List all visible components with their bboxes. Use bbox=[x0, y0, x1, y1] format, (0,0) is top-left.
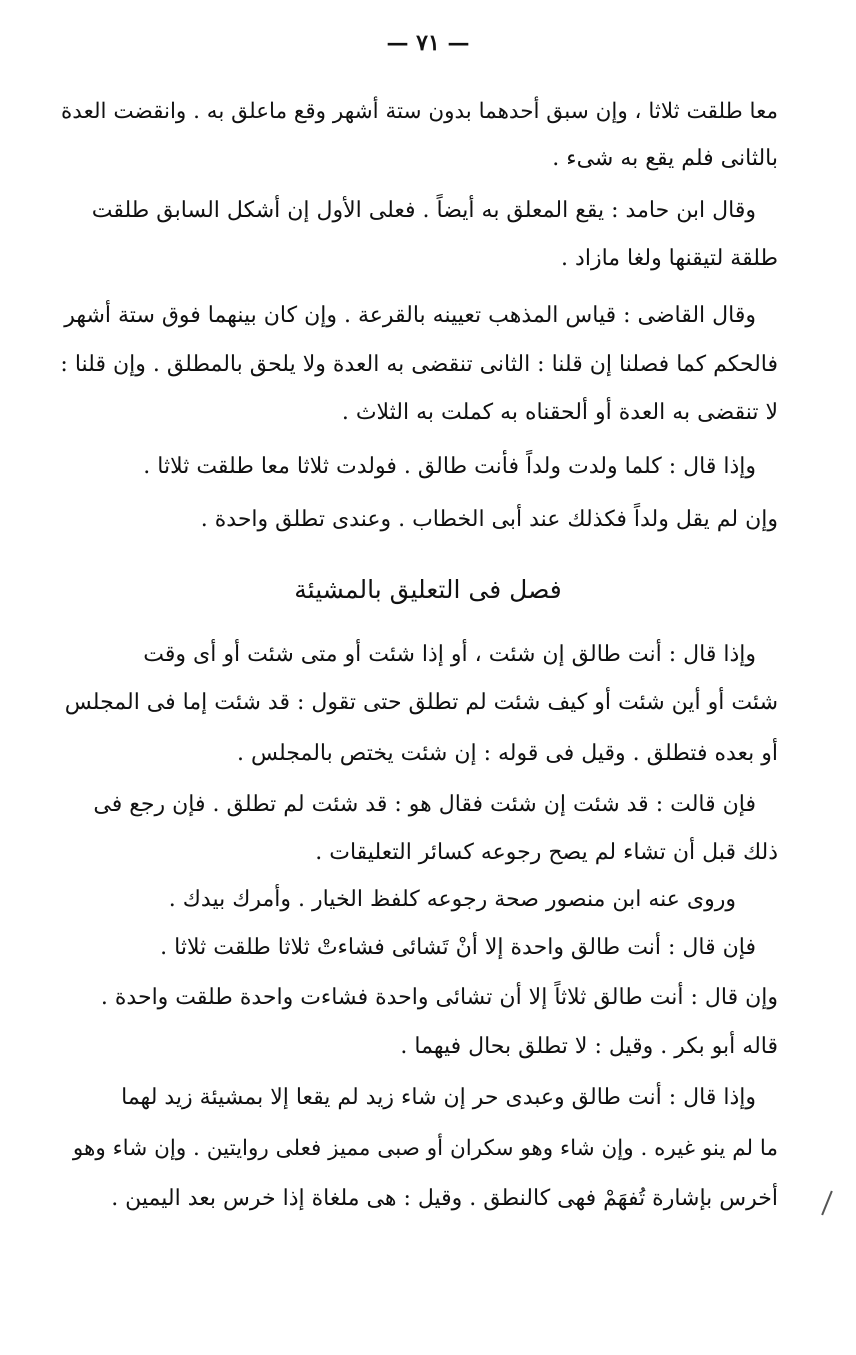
text-line: أو بعده فتطلق . وقيل فى قوله : إن شئت يختص بالمجلس . bbox=[236, 741, 778, 766]
text-line: قاله أبو بكر . وقيل : لا تطلق بحال فيهما . bbox=[400, 1034, 778, 1059]
text-line: أخرس بإشارة تُفهَمْ فهى كالنطق . وقيل : هى ملغاة إذا خرس بعد اليمين . bbox=[111, 1186, 778, 1211]
page-number: — ٧١ — bbox=[386, 30, 470, 56]
text-line: شئت أو أين شئت أو كيف شئت لم تطلق حتى تقول : قد شئت إما فى المجلس bbox=[64, 690, 778, 715]
text-line: معا طلقت ثلاثا ، وإن سبق أحدهما بدون ستة أشهر وقع ماعلق به . وانقضت العدة bbox=[61, 99, 778, 124]
text-line: وإذا قال : كلما ولدت ولداً فأنت طالق . فولدت ثلاثا معا طلقت ثلاثا . bbox=[143, 454, 756, 479]
section-heading: فصل فى التعليق بالمشيئة bbox=[294, 575, 562, 604]
text-line: وروى عنه ابن منصور صحة رجوعه كلفظ الخيار . وأمرك بيدك . bbox=[168, 887, 736, 912]
text-line: وإذا قال : أنت طالق وعبدى حر إن شاء زيد لم يقعا إلا بمشيئة زيد لهما bbox=[121, 1085, 756, 1110]
text-line: بالثانى فلم يقع به شىء . bbox=[552, 146, 778, 171]
text-line: فالحكم كما فصلنا إن قلنا : الثانى تنقضى به العدة ولا يلحق بالمطلق . وإن قلنا : bbox=[60, 352, 778, 377]
margin-pen-mark bbox=[821, 1191, 833, 1216]
text-line: فإن قال : أنت طالق واحدة إلا أنْ تَشائى فشاءتْ ثلاثا طلقت ثلاثا . bbox=[160, 935, 756, 960]
text-line: وإن قال : أنت طالق ثلاثاً إلا أن تشائى واحدة فشاءت واحدة طلقت واحدة . bbox=[100, 985, 778, 1010]
text-line: وقال ابن حامد : يقع المعلق به أيضاً . فعلى الأول إن أشكل السابق طلقت bbox=[91, 198, 756, 223]
text-line: ذلك قبل أن تشاء لم يصح رجوعه كسائر التعليقات . bbox=[315, 840, 778, 865]
text-line: وإن لم يقل ولداً فكذلك عند أبى الخطاب . وعندى تطلق واحدة . bbox=[200, 507, 778, 532]
text-line: وقال القاضى : قياس المذهب تعيينه بالقرعة . وإن كان بينهما فوق ستة أشهر bbox=[64, 303, 756, 328]
text-line: ما لم ينو غيره . وإن شاء وهو سكران أو صبى مميز فعلى روايتين . وإن شاء وهو bbox=[72, 1136, 778, 1161]
text-line: فإن قالت : قد شئت إن شئت فقال هو : قد شئت لم تطلق . فإن رجع فى bbox=[93, 792, 756, 817]
text-line: لا تنقضى به العدة أو ألحقناه به كملت به الثلاث . bbox=[341, 400, 778, 425]
text-line: طلقة لتيقنها ولغا مازاد . bbox=[561, 246, 778, 271]
text-line: وإذا قال : أنت طالق إن شئت ، أو إذا شئت أو متى شئت أو أى وقت bbox=[143, 642, 756, 667]
